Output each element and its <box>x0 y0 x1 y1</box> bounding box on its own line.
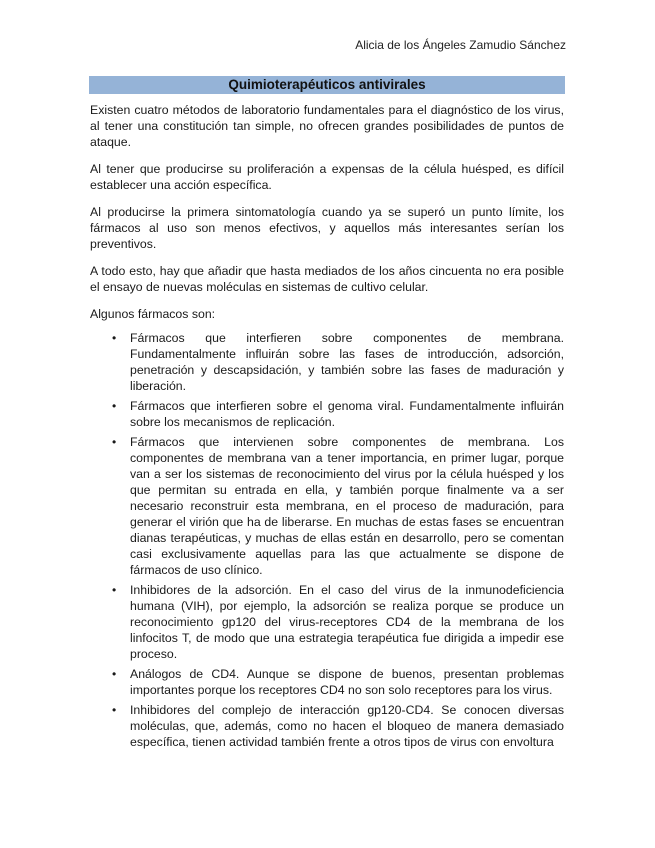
list-item <box>90 330 564 394</box>
bullet-icon: • <box>112 583 117 597</box>
paragraph: Algunos fármacos son: <box>90 307 216 321</box>
list-item-text: Fármacos que interfieren sobre componentes de membrana. Fundamentalmente influirán sobre las fases de introducción, adsorción, penetración y descapsidación, y también sobre las fases de maduración y liberación. <box>130 331 564 393</box>
list-item <box>90 434 564 578</box>
bullet-icon: • <box>112 703 117 717</box>
list-item <box>90 666 564 698</box>
list-item <box>90 398 564 430</box>
bullet-icon: • <box>112 435 117 449</box>
bullet-icon: • <box>112 399 117 413</box>
list-item-text: Fármacos que interfieren sobre el genoma viral. Fundamentalmente influirán sobre los mecanismos de replicación. <box>130 399 564 429</box>
list-item-text: Análogos de CD4. Aunque se dispone de buenos, presentan problemas importantes porque los receptores CD4 no son solo receptores para los virus. <box>130 667 564 697</box>
paragraph: Al tener que producirse su proliferación a expensas de la célula huésped, es difícil establecer una acción específica. <box>90 162 564 192</box>
list-item <box>90 702 564 750</box>
list-item <box>90 582 564 662</box>
paragraph: Existen cuatro métodos de laboratorio fundamentales para el diagnóstico de los virus, al tener una constitución tan simple, no ofrecen grandes posibilidades de puntos de ataque. <box>90 103 564 149</box>
paragraph: Al producirse la primera sintomatología cuando ya se superó un punto límite, los fármacos al uso son menos efectivos, y aquellos más interesantes serían los preventivos. <box>90 205 564 251</box>
paragraph: A todo esto, hay que añadir que hasta mediados de los años cincuenta no era posible el ensayo de nuevas moléculas en sistemas de cultivo celular. <box>90 264 564 294</box>
list-item-text: Fármacos que intervienen sobre componentes de membrana. Los componentes de membrana van a tener importancia, en primer lugar, porque van a ser los sistemas de reconocimiento del virus por la célula huésped y los que permitan su entrada en ella, y también porque finalmente va a ser necesario reconstruir esta membrana, en el proceso de maduración, para generar el virión que ha de liberarse. En muchas de estas fases se encuentran dianas terapéuticas, y muchas de ellas están en desarrollo, pero se comentan casi exclusivamente aquellas para las que actualmente se dispone de fármacos de uso clínico. <box>130 435 564 577</box>
header-author: Alicia de los Ángeles Zamudio Sánchez <box>355 38 566 52</box>
drug-list <box>90 330 564 750</box>
document-body <box>90 102 564 754</box>
bullet-icon: • <box>112 331 117 345</box>
bullet-icon: • <box>112 667 117 681</box>
section-title: Quimioterapéuticos antivirales <box>89 76 565 94</box>
list-item-text: Inhibidores de la adsorción. En el caso del virus de la inmunodeficiencia humana (VIH), por ejemplo, la adsorción se realiza porque se produce un reconocimiento gp120 del virus-receptores CD4 de la membrana de los linfocitos T, de modo que una estrategia terapéutica fue dirigida a impedir ese proceso. <box>130 583 564 661</box>
list-item-text: Inhibidores del complejo de interacción gp120-CD4. Se conocen diversas moléculas, que, además, como no hacen el bloqueo de manera demasiado específica, tienen actividad también frente a otros tipos de virus con envoltura <box>130 703 564 749</box>
